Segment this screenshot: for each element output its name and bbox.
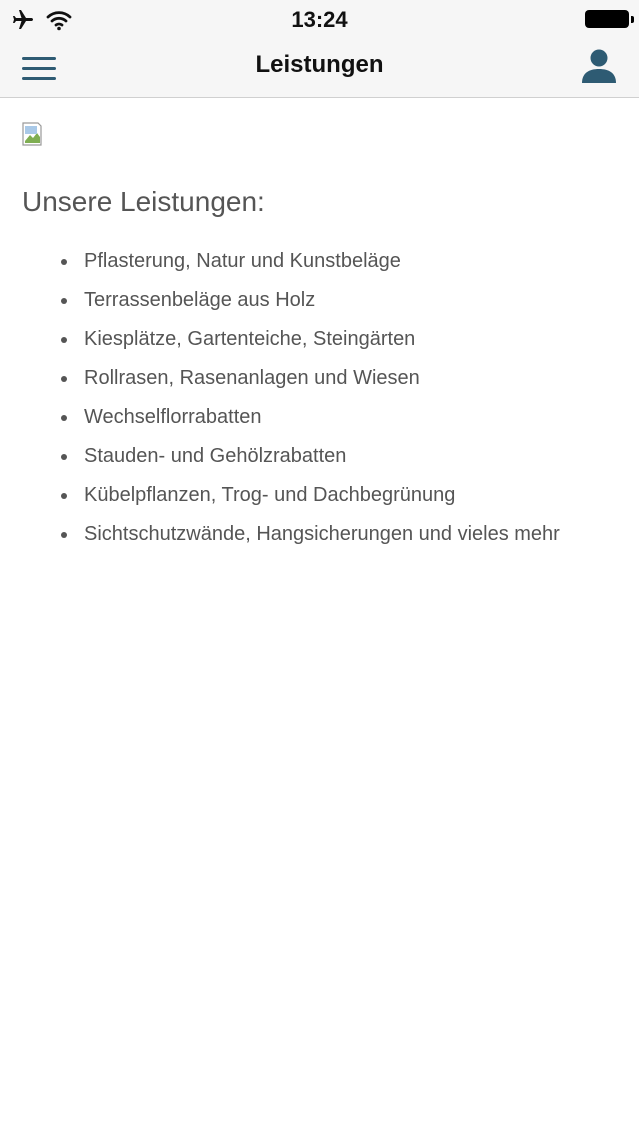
status-bar (0, 0, 639, 40)
status-right-icons (585, 10, 629, 28)
section-heading: Unsere Leistungen: (22, 186, 265, 217)
list-item: Terrassenbeläge aus Holz (84, 283, 639, 322)
broken-image-icon (22, 122, 46, 146)
user-button[interactable] (579, 46, 619, 86)
page-title: Leistungen (255, 51, 384, 78)
list-item: Rollrasen, Rasenanlagen und Wiesen (84, 361, 639, 400)
list-item: Wechselflorrabatten (84, 400, 639, 439)
list-item: Pflasterung, Natur und Kunstbeläge (84, 244, 639, 283)
status-time: 13:24 (291, 7, 348, 32)
user-icon (579, 46, 619, 86)
battery-icon (585, 10, 629, 28)
list-item: Sichtschutzwände, Hangsicherungen und vieles mehr (84, 517, 639, 556)
navigation-bar (0, 40, 639, 98)
services-list (0, 244, 639, 556)
list-item: Kiesplätze, Gartenteiche, Steingärten (84, 322, 639, 361)
list-item: Stauden- und Gehölzrabatten (84, 439, 639, 478)
list-item: Kübelpflanzen, Trog- und Dachbegrünung (84, 478, 639, 517)
